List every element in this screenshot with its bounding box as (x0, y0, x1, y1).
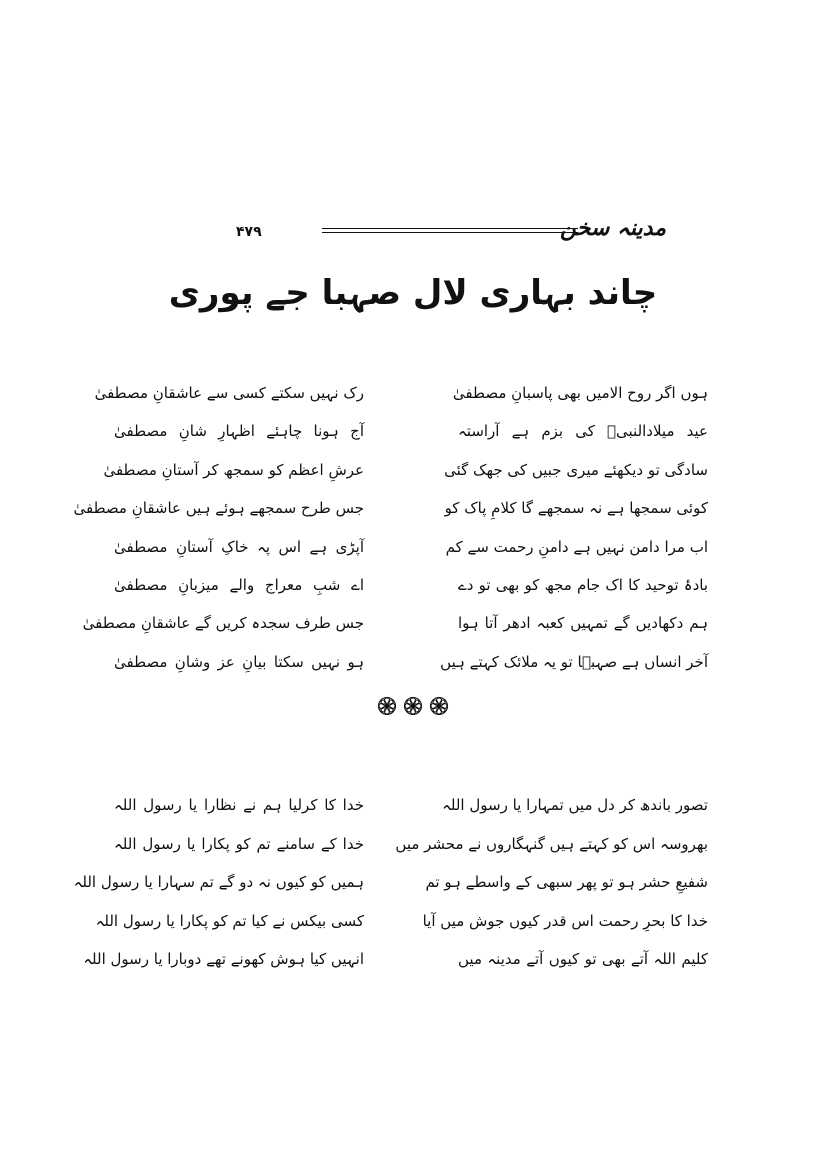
misra-first: عید میلادالنبیؐ کی بزم ہے آراستہ (458, 422, 708, 441)
misra-second: جس طرف سجدہ کریں گے عاشقانِ مصطفیٰ (82, 614, 364, 633)
misra-second: انہیں کیا ہوش کھونے تھے دوبارا یا رسول اللہ (83, 950, 364, 969)
misra-second: خدا کے سامنے تم کو پکارا یا رسول اللہ (114, 834, 364, 853)
misra-second: عرشِ اعظم کو سمجھ کر آستانِ مصطفیٰ (103, 460, 364, 479)
verse (0, 906, 826, 945)
poet-title: چاند بہاری لال صہبا جے پوری (168, 273, 658, 313)
flower-ornament-icon (403, 696, 423, 716)
page-header (0, 212, 826, 252)
misra-first: کلیم اللہ آتے بھی تو کیوں آتے مدینہ میں (458, 950, 708, 969)
misra-first: سادگی تو دیکھئے میری جبیں کی جھک گئی (444, 460, 708, 479)
misra-second: ہو نہیں سکتا بیانِ عز وشانِ مصطفیٰ (114, 652, 364, 671)
misra-second: ہمیں کو کیوں نہ دو گے تم سہارا یا رسول اللہ (73, 873, 364, 892)
flower-ornament-icon (429, 696, 449, 716)
misra-first: شفیعِ حشر ہو تو پھر سبھی کے واسطے ہو تم (425, 873, 708, 892)
poem-2 (0, 790, 826, 983)
verse (0, 416, 826, 454)
misra-second: آپڑی ہے اس پہ خاکِ آستانِ مصطفیٰ (114, 537, 364, 556)
misra-second: آج ہونا چاہئے اظہارِ شانِ مصطفیٰ (114, 422, 364, 441)
verse (0, 647, 826, 685)
verse (0, 378, 826, 416)
misra-second: اے شبِ معراج والے میزبانِ مصطفیٰ (114, 575, 364, 594)
verse (0, 608, 826, 646)
verse (0, 790, 826, 829)
verse (0, 829, 826, 868)
misra-second: جس طرح سمجھے ہوئے ہیں عاشقانِ مصطفیٰ (73, 499, 364, 518)
misra-first: خدا کا بحرِ رحمت اس قدر کیوں جوش میں آیا (422, 911, 708, 930)
verse (0, 532, 826, 570)
misra-second: کسی بیکس نے کیا تم کو پکارا یا رسول اللہ (95, 911, 364, 930)
misra-second: رک نہیں سکتے کسی سے عاشقانِ مصطفیٰ (94, 384, 364, 402)
header-rule-bottom (322, 232, 578, 233)
misra-first: آخر انساں ہے صہبؔا تو یہ ملائک کہتے ہیں (440, 652, 708, 671)
misra-first: بادۂ توحید کا اک جام مجھ کو بھی تو دے (458, 575, 708, 594)
page-number: ۴۷۹ (236, 224, 262, 240)
misra-first: ہوں اگر روح الامیں بھی پاسبانِ مصطفیٰ (452, 384, 708, 402)
misra-first: ہم دکھادیں گے تمہیں کعبہ ادھر آتا ہوا (458, 614, 708, 633)
misra-first: اب مرا دامن نہیں ہے دامنِ رحمت سے کم (445, 537, 708, 556)
misra-second: خدا کا کرلیا ہم نے نظارا یا رسول اللہ (114, 796, 364, 814)
flower-ornament-icon (377, 696, 397, 716)
verse (0, 867, 826, 906)
poem-1 (0, 378, 826, 685)
ornament-divider (0, 696, 826, 722)
misra-first: کوئی سمجھا ہے نہ سمجھے گا کلامِ پاک کو (444, 499, 708, 518)
verse (0, 570, 826, 608)
verse (0, 944, 826, 983)
misra-first: بھروسہ اس کو کہتے ہیں گنہگاروں نے محشر میں (395, 834, 708, 853)
book-title: مدینہ سخن (559, 216, 666, 241)
verse (0, 493, 826, 531)
verse (0, 455, 826, 493)
misra-first: تصور باندھ کر دل میں تمہارا یا رسول اللہ (442, 796, 708, 814)
header-rule-top (322, 228, 578, 229)
